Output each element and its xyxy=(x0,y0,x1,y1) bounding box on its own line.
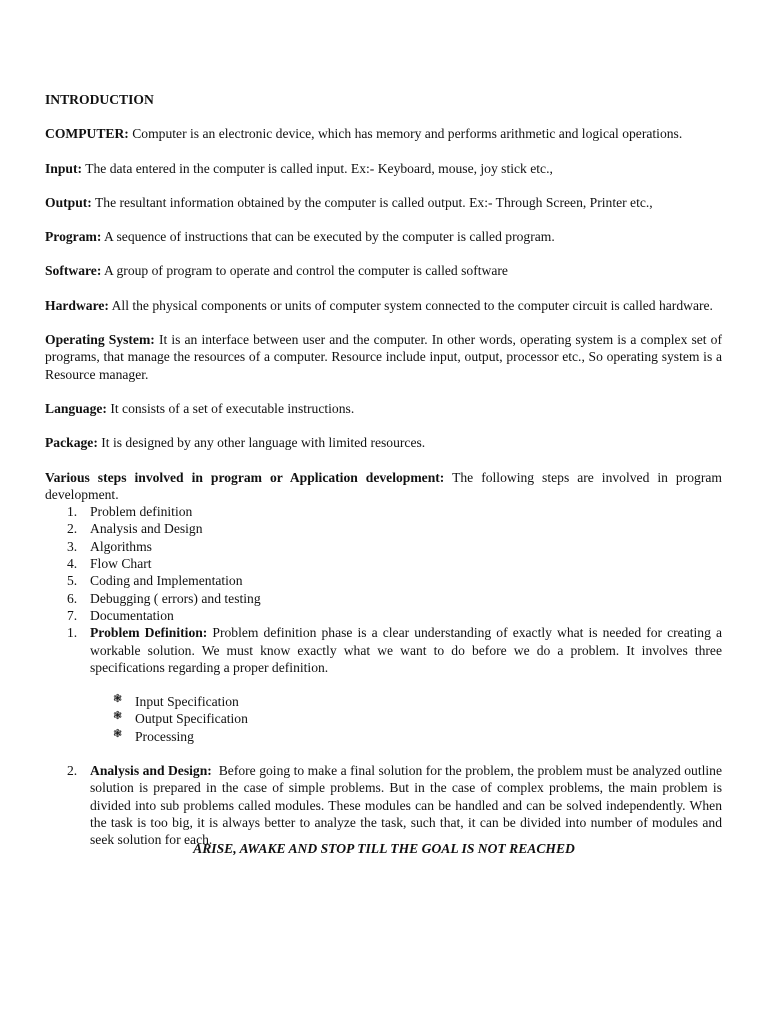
flower-bullet-icon: ❃ xyxy=(113,693,123,706)
definition-term: Operating System: xyxy=(45,332,155,348)
definition-term: Program: xyxy=(45,229,102,245)
list-number: 6. xyxy=(67,590,78,606)
list-number: 3. xyxy=(67,538,78,554)
flower-bullet-icon: ❃ xyxy=(113,710,123,723)
list-item xyxy=(45,572,722,589)
list-label: Coding and Implementation xyxy=(90,573,243,589)
list-item xyxy=(45,503,722,520)
section-number: 2. xyxy=(67,763,78,779)
list-label: Problem definition xyxy=(90,504,193,520)
definition-term: Output: xyxy=(45,194,92,210)
list-label: Debugging ( errors) and testing xyxy=(90,590,261,606)
list-label: Output Specification xyxy=(135,711,248,727)
definition-input xyxy=(45,160,722,177)
list-item xyxy=(45,538,722,555)
list-label: Algorithms xyxy=(90,538,152,554)
section-term: Problem Definition: xyxy=(90,625,208,641)
definition-language xyxy=(45,400,722,417)
definition-output xyxy=(45,194,722,211)
section-text: Problem definition phase is a clear understanding of exactly what is needed for creating a workable solution. We must know exactly what we want to do before we do a problem. It involves three specifications regarding a proper definition. xyxy=(90,625,722,675)
list-number: 1. xyxy=(67,504,78,520)
list-label: Documentation xyxy=(90,607,174,623)
definition-program xyxy=(45,228,722,245)
list-label: Processing xyxy=(135,728,194,744)
steps-list xyxy=(45,503,722,624)
list-item xyxy=(45,607,722,624)
list-label: Analysis and Design xyxy=(90,521,203,537)
definition-text: Computer is an electronic device, which has memory and performs arithmetic and logical operations. xyxy=(132,126,683,142)
definition-text: The resultant information obtained by the computer is called output. Ex:- Through Screen, Printer etc., xyxy=(95,194,653,210)
list-item xyxy=(45,728,722,745)
section-term: Analysis and Design: xyxy=(90,763,212,779)
definition-text: The data entered in the computer is called input. Ex:- Keyboard, mouse, joy stick etc., xyxy=(85,160,553,176)
definition-term: Hardware: xyxy=(45,297,109,313)
definition-hardware xyxy=(45,297,722,314)
definition-text: It is an interface between user and the computer. In other words, operating system is a complex set of programs, that manage the resources of a computer. Resource include input, output, processor etc., So operating system is a Resource manager. xyxy=(45,332,722,382)
list-item xyxy=(45,520,722,537)
specifications-list xyxy=(45,693,722,745)
steps-intro-text: The following steps are involved in program development. xyxy=(45,469,722,502)
definition-package xyxy=(45,434,722,451)
list-item xyxy=(45,710,722,727)
steps-intro xyxy=(45,469,722,504)
document-body xyxy=(45,91,722,849)
list-item xyxy=(45,555,722,572)
definition-text: It consists of a set of executable instructions. xyxy=(110,400,355,416)
definition-text: A group of program to operate and control the computer is called software xyxy=(104,263,508,279)
motto-footer: ARISE, AWAKE AND STOP TILL THE GOAL IS NOT REACHED xyxy=(193,841,575,856)
section-text: Before going to make a final solution for the problem, the problem must be analyzed outline solution is prepared in the case of simple problems. But in the case of complex problems, the main problem is divided into sub problems called modules. These modules can be handled and can be solved independently. When the task is too big, it is always better to analyze the task, such that, it can be divided into number of modules and seek solution for each. xyxy=(90,763,722,848)
list-label: Input Specification xyxy=(135,694,239,710)
list-number: 5. xyxy=(67,573,78,589)
list-item xyxy=(45,590,722,607)
page-title: INTRODUCTION xyxy=(45,92,154,107)
list-item xyxy=(45,693,722,710)
definition-term: Language: xyxy=(45,400,107,416)
section-number: 1. xyxy=(67,625,78,641)
definition-term: Input: xyxy=(45,160,83,176)
problem-definition-section xyxy=(45,624,722,676)
list-number: 4. xyxy=(67,556,78,572)
definition-operating-system xyxy=(45,331,722,383)
analysis-design-section xyxy=(45,762,722,848)
definition-term: Package: xyxy=(45,435,98,451)
steps-intro-term: Various steps involved in program or Application development: xyxy=(45,469,445,485)
definition-text: All the physical components or units of computer system connected to the computer circuit is called hardware. xyxy=(111,297,713,313)
list-label: Flow Chart xyxy=(90,556,152,572)
definition-software xyxy=(45,262,722,279)
definition-computer xyxy=(45,125,722,142)
definition-text: A sequence of instructions that can be executed by the computer is called program. xyxy=(104,229,555,245)
flower-bullet-icon: ❃ xyxy=(113,727,123,740)
definition-term: COMPUTER: xyxy=(45,126,129,142)
definition-text: It is designed by any other language with limited resources. xyxy=(101,435,426,451)
definition-term: Software: xyxy=(45,263,102,279)
list-number: 2. xyxy=(67,521,78,537)
list-number: 7. xyxy=(67,607,78,623)
